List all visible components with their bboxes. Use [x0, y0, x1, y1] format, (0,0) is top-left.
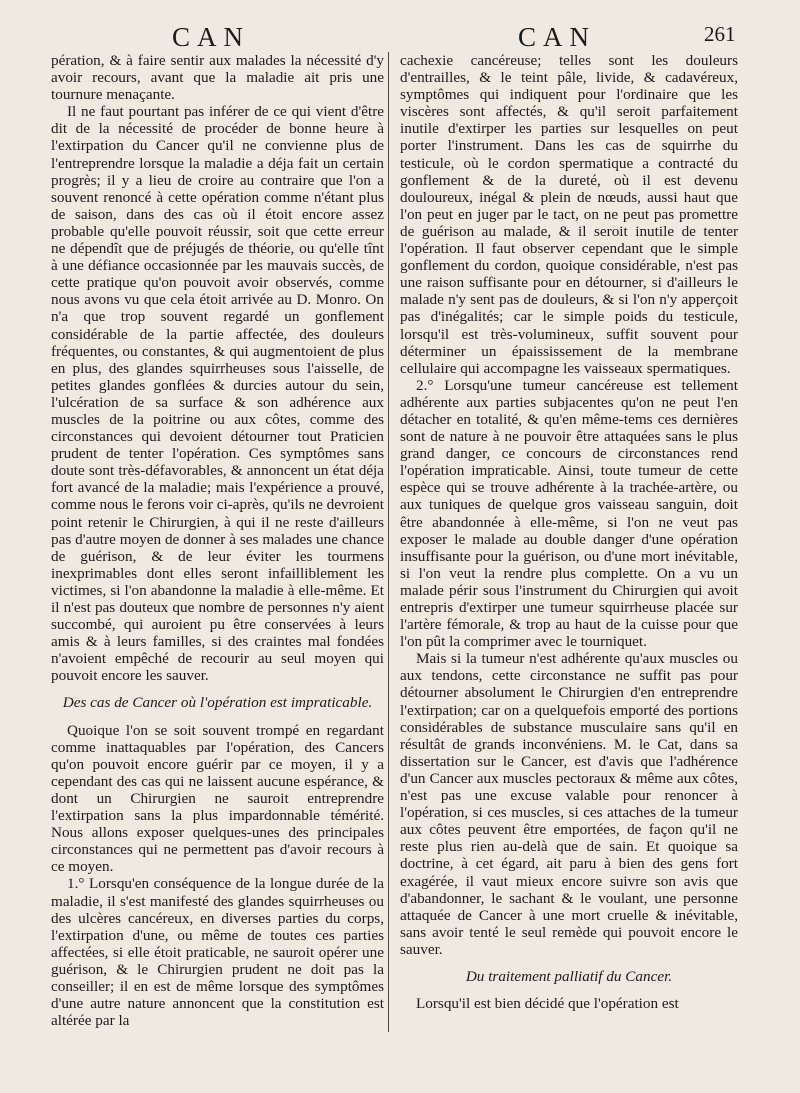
running-head-right: CAN — [518, 22, 597, 52]
paragraph: Quoique l'on se soit souvent trompé en regardant comme inattaquables par l'opération, des Cancers qu'on pouvoit encore guérir par ce moyen, il y a cependant des cas qui ne laissent aucune espérance, & dont un Chirurgien ne sauroit entreprendre l'extirpation sans la plus impardonnable témérité. Nous allons exposer quelques-unes des principales circonstances qui ne permettent pas d'avoir recours à ce moyen. — [51, 721, 384, 876]
paragraph: pération, & à faire sentir aux malades la nécessité d'y avoir recours, avant que la maladie ait pris une tournure menaçante. — [51, 52, 384, 104]
paragraph: Mais si la tumeur n'est adhérente qu'aux muscles ou aux tendons, cette circonstance ne suffit pas pour détourner absolument le Chirurgien d'en entreprendre l'extirpation; car on a quelquefois emporté des portions considérables de substance musculaire sans qu'il en résultât de grands inconvéniens. M. le Cat, dans sa dissertation sur le Cancer, est d'avis que l'adhérence d'un Cancer aux muscles pectoraux & même aux côtes, n'est pas une excuse valable pour renoncer à l'opération, si ces muscles, si ces attaches de la tumeur aux côtes peuvent être emportées, de façon qu'il ne reste plus rien au-delà que de sain. Et quoique sa doctrine, à cet égard, ait paru à bien des gens fort exagérée, il vaut mieux encore suivre son avis que d'abandonner, le sachant & le voulant, une personne attaquée de Cancer à une mort cruelle & inévitable, sans avoir tenté le seul remède qui pouvoit encore le sauver. — [400, 650, 738, 958]
running-head-left: CAN — [172, 22, 251, 52]
paragraph: Il ne faut pourtant pas inférer de ce qui vient d'être dit de la nécessité de procéder de bonne heure à l'extirpation du Cancer qu'il ne convienne plus de l'entreprendre lorsque la maladie a déja fait un certain progrès; il y a lieu de croire au contraire que l'on a souvent renoncé à cette opération comme n'étant plus de saison, dans des cas où il étoit encore assez probable qu'elle pouvoit réussir, soit que cette erreur ne dépendît que de préjugés de théorie, ou qu'elle tînt à une défiance occasionnée par les mauvais succès, de cette pratique qu'on pouvoit avoir observés, comme nous avons vu que cela étoit arrivée au D. Monro. On n'a que trop souvent regardé un gonflement considérable de la partie affectée, des douleurs fréquentes, ou constantes, & qui augmentoient de plus en plus, des glandes squirrheuses sous l'aisselle, de petites glandes gonflées & durcies autour du sein, l'ulcération de sa surface & son adhérence aux muscles de la poitrine ou aux côtes, comme des circonstances qui devoient détourner tout Praticien prudent de tenter l'opération. Ces symptômes sans doute sont très-défavorables, & annoncent un état déja fort avancé de la maladie; mais l'expérience a prouvé, comme nous le ferons voir ci-après, qu'ils ne devroient point retenir le Chirurgien, à qui il ne reste d'ailleurs pas d'autre moyen de donner à ses malades une chance de guérison, & de leur éviter les tourmens inexprimables dont elles seront infailliblement les victimes, si l'on abandonne la maladie à elle-même. Et il n'est pas douteux que nombre de personnes n'y aient succombé, qui auroient pu être conservées à leurs amis & à leurs familles, si des craintes mal fondées n'avoient empêché de recourir au seul moyen qui pouvoit encore les sauver. — [51, 103, 384, 685]
paragraph: Lorsqu'il est bien décidé que l'opération est — [416, 995, 679, 1013]
right-column — [400, 52, 738, 1012]
section-heading: Des cas de Cancer où l'opération est impraticable. — [62, 694, 373, 712]
left-column — [51, 52, 384, 1029]
section-heading: Du traitement palliatif du Cancer. — [465, 967, 673, 985]
paragraph: 1.° Lorsqu'en conséquence de la longue durée de la maladie, il s'est manifesté des glandes squirrheuses ou des ulcères cancéreux, en diverses parties du corps, l'extirpation d'une, ou même de toutes ces parties affectées, si elle étoit praticable, ne sauroit opérer une guérison, & le Chirurgien prudent ne doit pas la conseiller; il en est de même lorsque des symptômes d'une autre nature annoncent que la constitution est altérée par la — [51, 875, 384, 1030]
column-divider — [388, 52, 389, 1032]
paragraph: 2.° Lorsqu'une tumeur cancéreuse est tellement adhérente aux parties subjacentes qu'on ne peut l'en détacher en totalité, & qu'en même-tems ces dernières sont de nature à ne pouvoir être attaquées sans le plus grand danger, ce concours de circonstances rend l'opération impraticable. Ainsi, toute tumeur de cette espèce qui se trouve adhérente à la trachée-artère, ou aux tuniques de quelque gros vaisseau sanguin, doit être abandonnée à elle-même, si l'on ne veut pas exposer le malade au double danger d'une opération insuffisante pour la guérison, ou d'une mort inévitable, si l'on veut la rendre plus complette. On a vu un malade périr sous l'instrument du Chirurgien qui avoit entrepris d'extirper une tumeur squirrheuse placée sur l'artère fémorale, & trop au haut de la cuisse pour que l'on pût la comprimer avec le tourniquet. — [400, 376, 738, 651]
paragraph: cachexie cancéreuse; telles sont les douleurs d'entrailles, & le teint pâle, livide, & cadavéreux, symptômes qui indiquent pour l'ordinaire que les viscères sont affectés, & qu'il seroit parfaitement inutile d'extirper les parties sur lesquelles on peut porter l'instrument. Dans les cas de squirrhe du testicule, où le cordon spermatique a contracté du gonflement & de la dureté, où il est devenu douloureux, inégal & plein de nœuds, aussi haut que l'on peut en juger par le tact, on ne peut pas promettre de guérison au malade, & il seroit inutile de tenter l'opération. Il faut observer cependant que le simple gonflement du cordon, quoique considérable, n'est pas une raison suffisante pour en détourner, si d'ailleurs le malade n'y sent pas de douleurs, & si l'on n'y apperçoit pas d'inégalités; car le simple poids du testicule, lorsqu'il est très-volumineux, suffit souvent pour déterminer un épaississement de la membrane cellulaire qui accompagne les vaisseaux spermatiques. — [400, 52, 738, 377]
page-number: 261 — [704, 22, 736, 46]
